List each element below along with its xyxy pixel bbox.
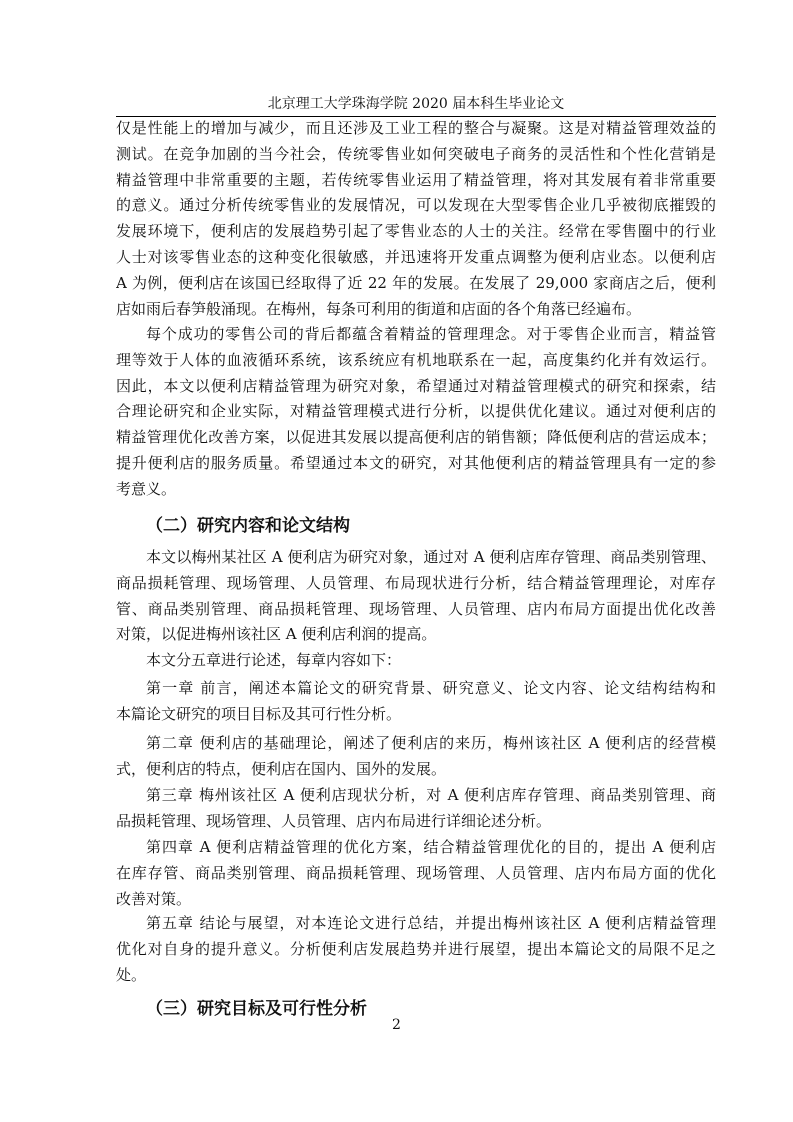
section-heading-research-content: （二）研究内容和论文结构 <box>146 516 350 536</box>
text-line: 第一章 前言，阐述本篇论文的研究背景、研究意义、论文内容、论文结构结构和 <box>146 679 716 697</box>
text-line: 本文分五章进行论述，每章内容如下： <box>146 651 402 669</box>
text-line: 考意义。 <box>116 479 177 498</box>
text-line: 店如雨后春笋般涌现。在梅州，每条可利用的街道和店面的各个角落已经遍布。 <box>116 299 642 318</box>
text-line: 合理论研究和企业实际，对精益管理模式进行分析，以提供优化建议。通过对便利店的 <box>116 402 716 421</box>
text-line: 本文以梅州某社区 A 便利店为研究对象，通过对 A 便利店库存管理、商品类别管理、 <box>146 548 716 566</box>
text-line: 第四章 A 便利店精益管理的优化方案，结合精益管理优化的目的，提出 A 便利店 <box>146 838 716 856</box>
text-line: 第二章 便利店的基础理论，阐述了便利店的来历，梅州该社区 A 便利店的经营模 <box>146 734 716 752</box>
text-line: 精益管理中非常重要的主题，若传统零售业运用了精益管理，将对其发展有着非常重要 <box>116 170 716 189</box>
text-line: 测试。在竞争加剧的当今社会，传统零售业如何突破电子商务的灵活性和个性化营销是 <box>116 144 716 163</box>
page-header: 北京理工大学珠海学院 2020 届本科生毕业论文 <box>116 94 716 117</box>
text-line: 式，便利店的特点，便利店在国内、国外的发展。 <box>116 759 447 778</box>
text-line: 精益管理优化改善方案，以促进其发展以提高便利店的销售额；降低便利店的营运成本； <box>116 428 716 447</box>
paragraph-chapter-4 <box>116 835 716 912</box>
text-line: 本篇论文研究的项目目标及其可行性分析。 <box>116 704 402 723</box>
text-line: 的意义。通过分析传统零售业的发展情况，可以发现在大型零售企业几乎被彻底摧毁的 <box>116 196 716 215</box>
paragraph-research-content <box>116 545 716 648</box>
text-line: 因此，本文以便利店精益管理为研究对象，希望通过对精益管理模式的研究和探索，结 <box>116 376 716 395</box>
text-line: 改善对策。 <box>116 889 192 908</box>
text-line: A 为例，便利店在该国已经取得了近 22 年的发展。在发展了 29,000 家商店之后，便利 <box>116 273 716 292</box>
paragraph-chapter-1 <box>116 676 716 728</box>
text-line: 对策，以促进梅州该社区 A 便利店利润的提高。 <box>116 625 437 644</box>
paragraph-chapter-intro <box>116 648 716 674</box>
paragraph-lean-management <box>116 322 716 503</box>
text-line: 在库存管、商品类别管理、商品损耗管理、现场管理、人员管理、店内布局方面的优化 <box>116 863 716 882</box>
paragraph-continuation <box>116 116 716 322</box>
text-line: 管、商品类别管理、商品损耗管理、现场管理、人员管理、店内布局方面提出优化改善 <box>116 599 716 618</box>
section-heading-research-goals: （三）研究目标及可行性分析 <box>146 999 367 1019</box>
text-line: 提升便利店的服务质量。希望通过本文的研究，对其他便利店的精益管理具有一定的参 <box>116 453 716 472</box>
paragraph-chapter-3 <box>116 783 716 835</box>
text-line: 人士对该零售业态的这种变化很敏感，并迅速将开发重点调整为便利店业态。以便利店 <box>116 247 716 266</box>
text-line: 每个成功的零售公司的背后都蕴含着精益的管理理念。对于零售企业而言，精益管 <box>146 325 716 343</box>
text-line: 第五章 结论与展望，对本连论文进行总结，并提出梅州该社区 A 便利店精益管理 <box>146 914 716 932</box>
text-line: 理等效于人体的血液循环系统，该系统应有机地联系在一起，高度集约化并有效运行。 <box>116 350 716 369</box>
page-number: 2 <box>392 1017 401 1033</box>
text-line: 处。 <box>116 965 147 984</box>
paragraph-chapter-5 <box>116 911 716 988</box>
text-line: 仅是性能上的增加与减少，而且还涉及工业工程的整合与凝聚。这是对精益管理效益的 <box>116 119 716 137</box>
text-line: 商品损耗管理、现场管理、人员管理、布局现状进行分析，结合精益管理理论，对库存 <box>116 573 716 592</box>
text-line: 第三章 梅州该社区 A 便利店现状分析，对 A 便利店库存管理、商品类别管理、商 <box>146 786 716 804</box>
text-line: 优化对自身的提升意义。分析便利店发展趋势并进行展望，提出本篇论文的局限不足之 <box>116 939 716 958</box>
text-line: 发展环境下，便利店的发展趋势引起了零售业态的人士的关注。经常在零售圈中的行业 <box>116 222 716 241</box>
paragraph-chapter-2 <box>116 731 716 783</box>
text-line: 品损耗管理、现场管理、人员管理、店内布局进行详细论述分析。 <box>116 811 552 830</box>
